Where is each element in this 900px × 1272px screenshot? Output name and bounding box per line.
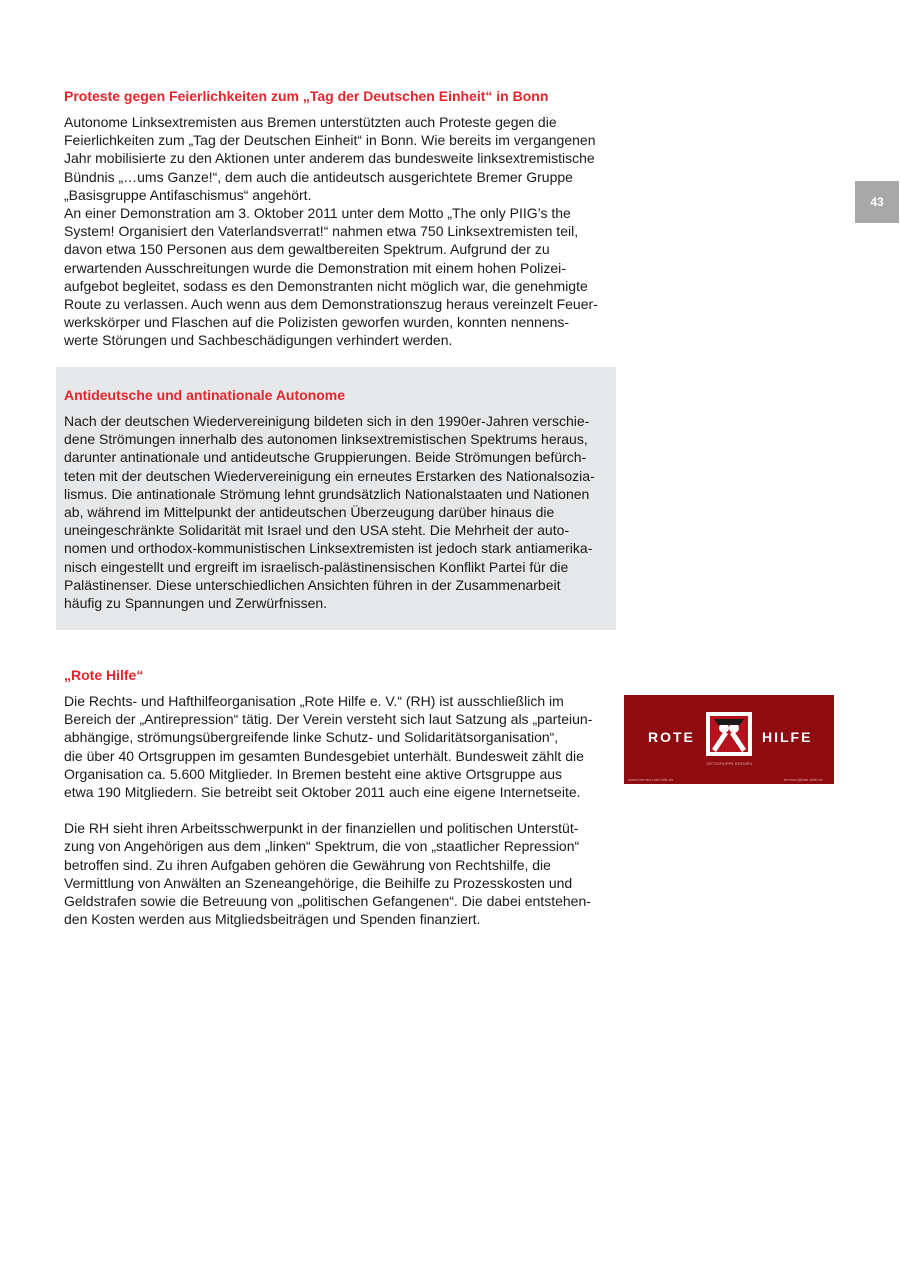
section-heading: Antideutsche und antinationale Autonome	[64, 387, 346, 403]
paragraph: Die RH sieht ihren Arbeitsschwerpunkt in der finanziellen und politischen Unterstüt- zung von Angehörigen aus dem „linken“ Spektrum, die von „staatlicher Repression“ betroffen sind. Zu ihren Aufgaben gehören die Gewährung von Rechtshilfe, die Vermittlung von Anwälten an Szeneangehörige, die Beihilfe zu Prozesskosten und Geldstrafen sowie die Betreuung von „politischen Gefangenen“. Die dabei entstehen- den Kosten werden aus Mitgliedsbeiträgen und Spenden finanziert.	[64, 820, 591, 928]
page-number: 43	[855, 181, 899, 223]
paragraph: Autonome Linksextremisten aus Bremen unterstützten auch Proteste gegen die Feierlichkeiten zum „Tag der Deutschen Einheit“ in Bonn. Wie bereits im vergangenen Jahr mobilisierte zu den Aktionen unter anderem das bundesweite linksextremistische Bündnis „…ums Ganze!“, dem auch die antideutsch ausgerichtete Bremer Gruppe „Basisgruppe Antifaschismus“ angehört.	[64, 114, 596, 203]
logo-word-right: HILFE	[762, 729, 813, 745]
paragraph: Die Rechts- und Hafthilfeorganisation „Rote Hilfe e. V.“ (RH) ist ausschließlich im Bereich der „Antirepression“ tätig. Der Verein versteht sich laut Satzung als „parteiun- abhängige, strömungsübergreifende linke Schutz- und Solidaritätsorganisation“, die über 40 Ortsgruppen im gesamten Bundesgebiet unterhält. Bundesweit zählt die Organisation ca. 5.600 Mitglieder. In Bremen besteht eine aktive Ortsgruppe aus etwa 190 Mitgliedern. Sie betreibt seit Oktober 2011 auch eine eigene Internetseite.	[64, 693, 593, 801]
logo-graphic	[624, 695, 834, 784]
section-rote-hilfe	[64, 666, 616, 928]
section-antideutsche	[64, 386, 616, 612]
logo-url: www.bremen.rote-hilfe.de	[628, 777, 674, 782]
section-protests-bonn	[64, 87, 616, 350]
section-heading: „Rote Hilfe“	[64, 667, 144, 683]
bar-icon	[714, 719, 744, 725]
logo-subtitle: ORTSGRUPPE BREMEN	[706, 761, 753, 766]
logo-email: bremen@rote-hilfe.de	[784, 777, 823, 782]
section-heading: Proteste gegen Feierlichkeiten zum „Tag der Deutschen Einheit“ in Bonn	[64, 88, 549, 104]
paragraph: Nach der deutschen Wiedervereinigung bildeten sich in den 1990er-Jahren verschie- dene Strömungen innerhalb des autonomen linksextremistischen Spektrums heraus, darunter antinationale und antideutsche Gruppierungen. Beide Strömungen befürch- teten mit der deutschen Wiedervereinigung ein erneutes Erstarken des Nationalsozia- lismus. Die antinationale Strömung lehnt grundsätzlich Nationalstaaten und Nationen ab, während im Mittelpunkt der antideutschen Überzeugung darüber hinaus die uneingeschränkte Solidarität mit Israel und den USA steht. Die Mehrheit der auto- nomen und orthodox-kommunistischen Linksextremisten ist jedoch stark antiamerika- nisch eingestellt und ergreift im israelisch-palästinensischen Konflikt Partei für die Palästinenser. Diese unterschiedlichen Ansichten führen in der Zusammenarbeit häufig zu Spannungen und Zerwürfnissen.	[64, 413, 595, 612]
paragraph: An einer Demonstration am 3. Oktober 2011 unter dem Motto „The only PIIG’s the System! Organisiert den Vaterlandsverrat!“ nahmen etwa 750 Linksextremisten teil, davon etwa 150 Personen aus dem gewaltbereiten Spektrum. Aufgrund der zu erwartenden Ausschreitungen wurde die Demonstration mit einem hohen Polizei- aufgebot begleitet, sodass es den Demonstranten nicht möglich war, die genehmigte Route zu verlassen. Auch wenn aus dem Demonstrationszug heraus vereinzelt Feuer- werkskörper und Flaschen auf die Polizisten geworfen wurden, konnten nennens- werte Störungen und Sachbeschädigungen verhindert werden.	[64, 205, 598, 349]
rote-hilfe-logo	[624, 695, 834, 784]
logo-word-left: ROTE	[648, 729, 695, 745]
